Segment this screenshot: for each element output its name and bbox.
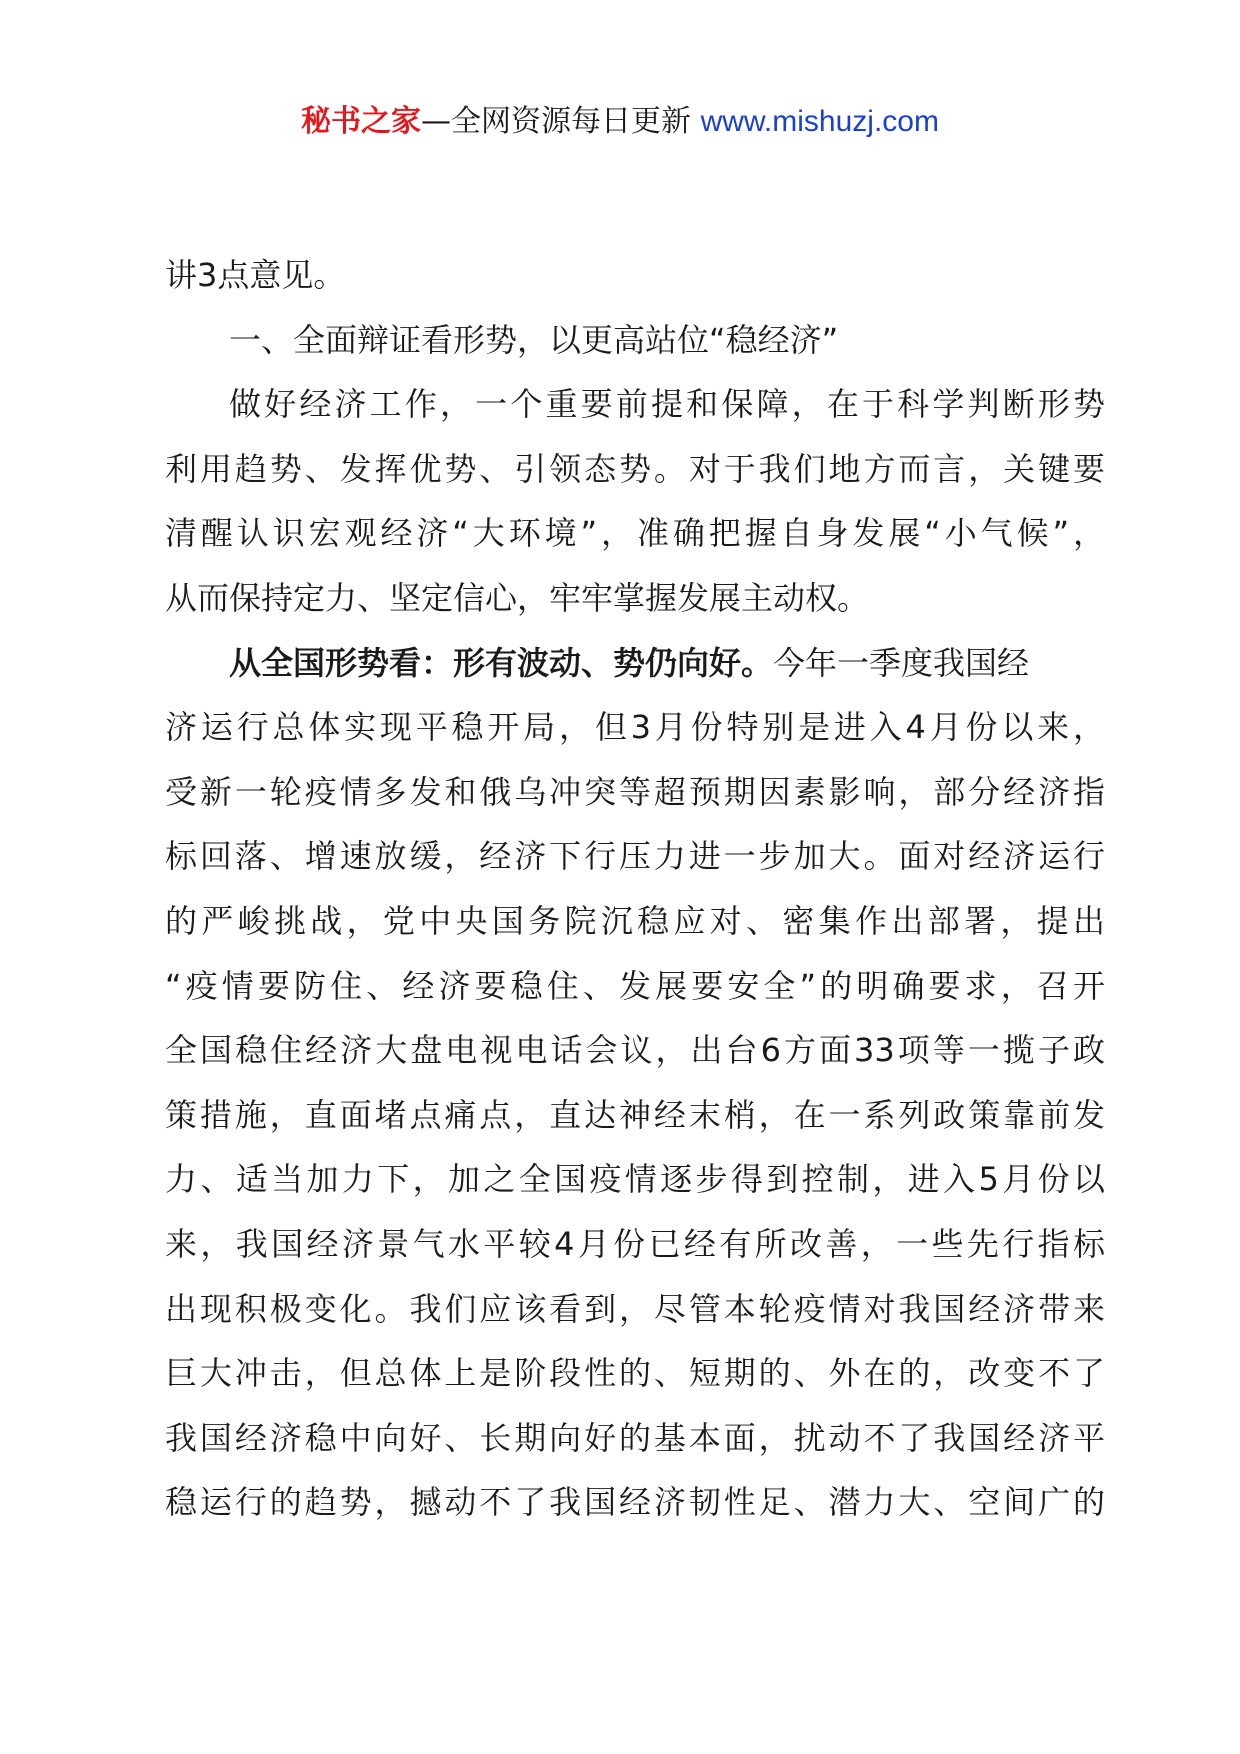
paragraph-line: 济运行总体实现平稳开局，但3月份特别是进入4月份以来， xyxy=(165,708,1105,747)
document-body xyxy=(165,243,1105,1535)
paragraph-line: 受新一轮疫情多发和俄乌冲突等超预期因素影响，部分经济指 xyxy=(165,772,1105,811)
site-url-link[interactable]: www.mishuzj.com xyxy=(700,105,939,138)
paragraph-line: 的严峻挑战，党中央国务院沉稳应对、密集作出部署，提出 xyxy=(165,901,1105,940)
paragraph-line: 讲3点意见。 xyxy=(165,256,346,294)
bold-lead-sentence: 从全国形势看：形有波动、势仍向好。 xyxy=(229,643,774,682)
paragraph-line: 巨大冲击，但总体上是阶段性的、短期的、外在的，改变不了 xyxy=(165,1354,1105,1393)
paragraph-line: 稳运行的趋势，撼动不了我国经济韧性足、潜力大、空间广的 xyxy=(165,1483,1105,1522)
paragraph-line: 从而保持定力、坚定信心，牢牢掌握发展主动权。 xyxy=(165,578,870,617)
paragraph-line-text: 今年一季度我国经 xyxy=(773,643,1030,682)
paragraph-line: 出现积极变化。我们应该看到，尽管本轮疫情对我国经济带来 xyxy=(165,1289,1105,1328)
paragraph-line: 利用趋势、发挥优势、引领态势。对于我们地方而言，关键要 xyxy=(165,449,1105,488)
paragraph-line: 全国稳住经济大盘电视电话会议，出台6方面33项等一揽子政 xyxy=(165,1031,1105,1070)
paragraph-line xyxy=(165,631,1105,696)
site-header xyxy=(0,100,1240,144)
paragraph-line: 做好经济工作，一个重要前提和保障，在于科学判断形势 xyxy=(229,385,1105,424)
section-heading: 一、全面辩证看形势，以更高站位“稳经济” xyxy=(229,320,839,359)
paragraph-line: “疫情要防住、经济要稳住、发展要安全”的明确要求，召开 xyxy=(165,966,1105,1005)
paragraph-line: 策措施，直面堵点痛点，直达神经末梢，在一系列政策靠前发 xyxy=(165,1095,1105,1134)
paragraph-line: 清醒认识宏观经济“大环境”，准确把握自身发展“小气候”， xyxy=(165,514,1105,553)
site-brand: 秘书之家 xyxy=(301,104,422,139)
paragraph-line: 力、适当加力下，加之全国疫情逐步得到控制，进入5月份以 xyxy=(165,1160,1105,1199)
paragraph-line: 标回落、增速放缓，经济下行压力进一步加大。面对经济运行 xyxy=(165,837,1105,876)
paragraph-line: 来，我国经济景气水平较4月份已经有所改善，一些先行指标 xyxy=(165,1224,1105,1263)
site-tagline: —全网资源每日更新 xyxy=(421,104,701,139)
paragraph-line: 我国经济稳中向好、长期向好的基本面，扰动不了我国经济平 xyxy=(165,1418,1105,1457)
